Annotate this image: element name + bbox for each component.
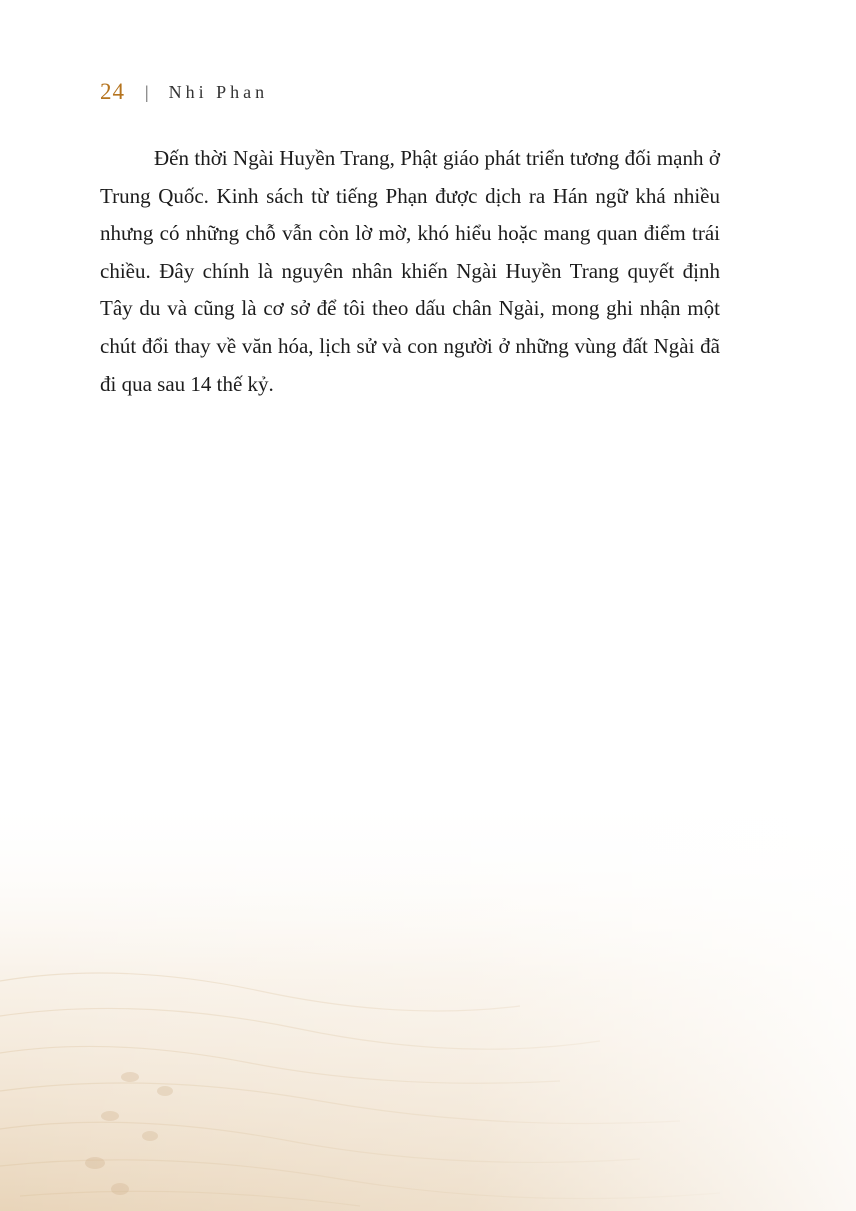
author-name: Nhi Phan	[168, 81, 269, 102]
sand-dune-background	[0, 791, 856, 1211]
running-header	[100, 76, 268, 108]
header-separator: |	[145, 81, 149, 102]
page-number: 24	[100, 79, 125, 104]
body-paragraph: Đến thời Ngài Huyền Trang, Phật giáo phát triển tương đối mạnh ở Trung Quốc. Kinh sách từ tiếng Phạn được dịch ra Hán ngữ khá nhiều nhưng có những chỗ vẫn còn lờ mờ, khó hiểu hoặc mang quan điểm trái chiều. Đây chính là nguyên nhân khiến Ngài Huyền Trang quyết định Tây du và cũng là cơ sở để tôi theo dấu chân Ngài, mong ghi nhận một chút đổi thay về văn hóa, lịch sử và con người ở những vùng đất Ngài đã đi qua sau 14 thế kỷ.	[100, 146, 720, 396]
